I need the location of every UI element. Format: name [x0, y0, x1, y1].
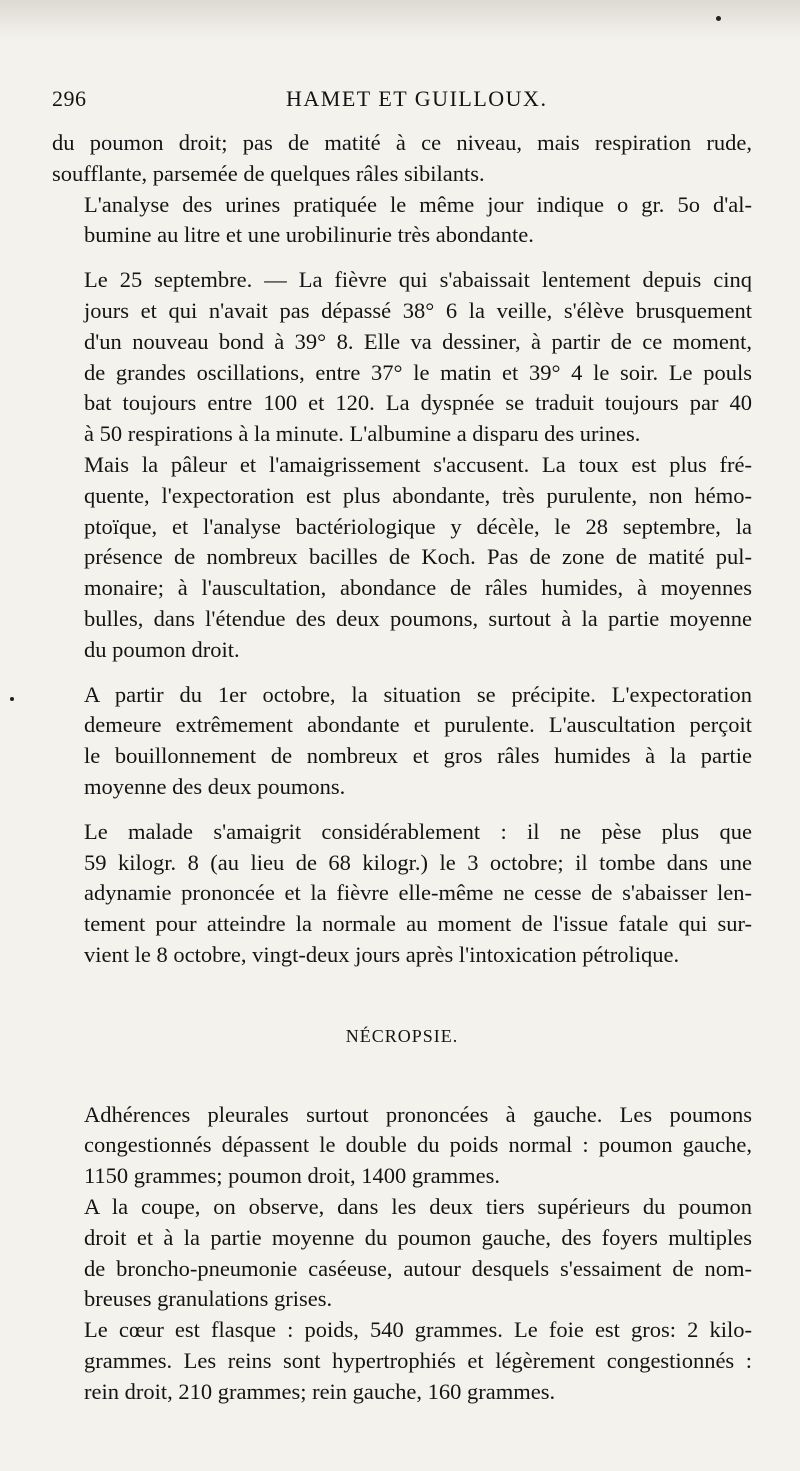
text-line: du poumon droit; pas de matité à ce niveau, mais respiration rude, — [52, 130, 752, 155]
body-text — [52, 128, 752, 1407]
text-line: 1150 grammes; poumon droit, 1400 grammes. — [84, 1163, 500, 1189]
ink-speck — [716, 16, 721, 21]
text-line: grammes. Les reins sont hypertrophiés et légèrement congestionnés : — [84, 1347, 752, 1373]
text-line: Mais la pâleur et l'amaigrissement s'accusent. La toux est plus fré- — [84, 451, 752, 477]
paragraph — [52, 1100, 752, 1192]
paragraph — [52, 1315, 752, 1407]
text-line: Le cœur est flasque : poids, 540 grammes. Le foie est gros: 2 kilo- — [84, 1317, 752, 1343]
page-header — [52, 86, 752, 118]
text-line: congestionnés dépassent le double du poids normal : poumon gauche, — [84, 1132, 752, 1158]
paragraph — [52, 1192, 752, 1315]
text-line: L'analyse des urines pratiquée le même jour indique o gr. 5o d'al- — [84, 191, 752, 217]
text-line: demeure extrêmement abondante et purulente. L'auscultation perçoit — [84, 712, 752, 738]
text-line: A la coupe, on observe, dans les deux tiers supérieurs du poumon — [84, 1193, 752, 1219]
text-line: vient le 8 octobre, vingt-deux jours après l'intoxication pétrolique. — [84, 941, 680, 967]
text-line: bulles, dans l'étendue des deux poumons, surtout à la partie moyenne — [84, 605, 752, 631]
text-line: soufflante, parsemée de quelques râles sibilants. — [52, 160, 485, 186]
text-line: droit et à la partie moyenne du poumon gauche, des foyers multiples — [84, 1224, 752, 1250]
page-number: 296 — [52, 86, 87, 111]
text-line: de broncho-pneumonie caséeuse, autour desquels s'essaiment de nom- — [84, 1255, 752, 1281]
text-line: breuses granulations grises. — [84, 1286, 333, 1312]
text-line: ptoïque, et l'analyse bactériologique y décèle, le 28 septembre, la — [84, 513, 752, 539]
text-line: quente, l'expectoration est plus abondante, très purulente, non hémo- — [84, 482, 752, 508]
text-line: du poumon droit. — [84, 636, 240, 662]
text-line: rein droit, 210 grammes; rein gauche, 160 grammes. — [84, 1378, 556, 1404]
text-line: 59 kilogr. 8 (au lieu de 68 kilogr.) le 3 octobre; il tombe dans une — [84, 849, 752, 875]
paragraph — [52, 265, 752, 450]
text-line: Le 25 septembre. — La fièvre qui s'abaissait lentement depuis cinq — [84, 267, 752, 293]
text-line: jours et qui n'avait pas dépassé 38° 6 la veille, s'élève brusquement — [84, 297, 752, 323]
running-head: HAMET ET GUILLOUX. — [286, 86, 548, 111]
text-line: à 50 respirations à la minute. L'albumine a disparu des urines. — [84, 421, 641, 447]
text-line: présence de nombreux bacilles de Koch. Pas de zone de matité pul- — [84, 544, 752, 570]
paragraph — [52, 190, 752, 252]
paragraph — [52, 817, 752, 971]
text-line: Le malade s'amaigrit considérablement : il ne pèse plus que — [84, 818, 752, 844]
text-line: monaire; à l'auscultation, abondance de râles humides, à moyennes — [84, 575, 752, 601]
text-line: Adhérences pleurales surtout prononcées à gauche. Les poumons — [84, 1101, 752, 1127]
text-line: A partir du 1er octobre, la situation se précipite. L'expectoration — [84, 681, 752, 707]
page-edge-shadow — [0, 0, 800, 40]
text-line: le bouillonnement de nombreux et gros râles humides à la partie — [84, 743, 752, 769]
text-line: bumine au litre et une urobilinurie très abondante. — [84, 222, 534, 248]
section-heading: NÉCROPSIE. — [345, 1025, 459, 1046]
text-line: tement pour atteindre la normale au moment de l'issue fatale qui sur- — [84, 911, 752, 937]
paragraph — [52, 128, 752, 190]
text-line: d'un nouveau bond à 39° 8. Elle va dessiner, à partir de ce moment, — [84, 328, 752, 354]
text-line: adynamie prononcée et la fièvre elle-même ne cesse de s'abaisser len- — [84, 880, 752, 906]
text-line: moyenne des deux poumons. — [84, 773, 346, 799]
text-line: bat toujours entre 100 et 120. La dyspnée se traduit toujours par 40 — [84, 390, 752, 416]
text-line: de grandes oscillations, entre 37° le matin et 39° 4 le soir. Le pouls — [84, 359, 752, 385]
paragraph — [52, 680, 752, 803]
ink-speck — [10, 697, 14, 701]
paragraph — [52, 450, 752, 666]
